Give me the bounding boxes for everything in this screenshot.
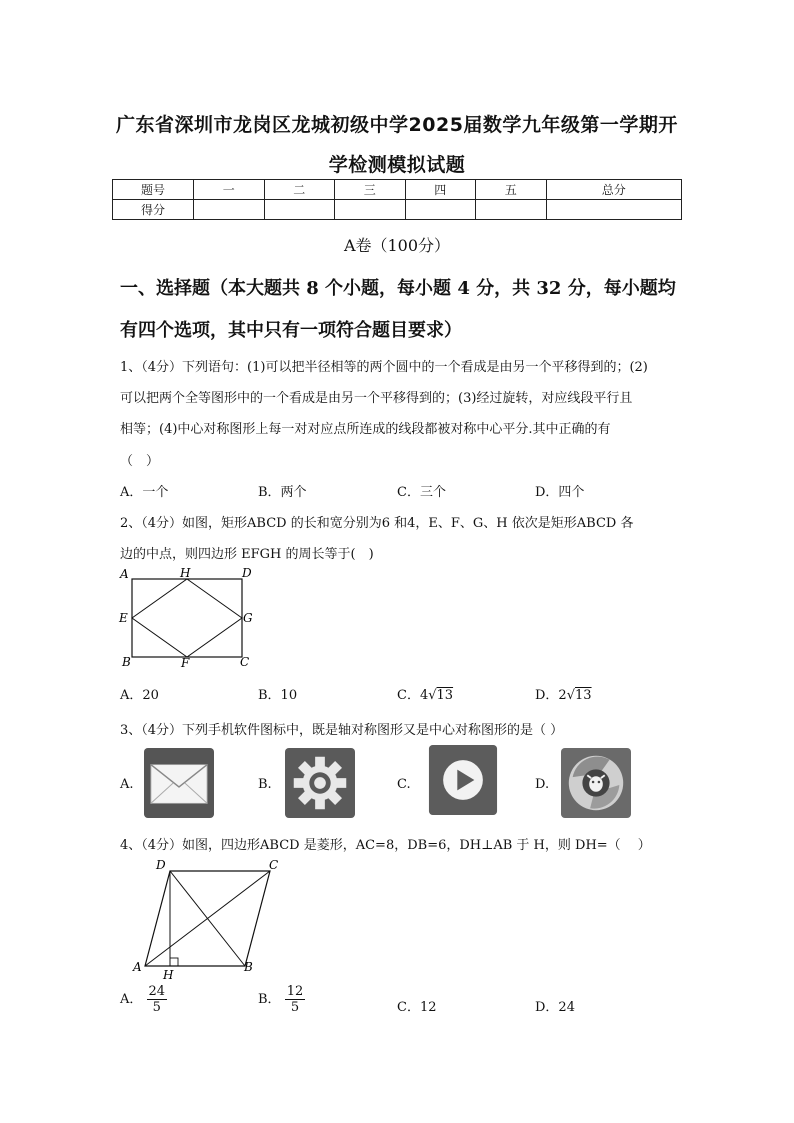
score-header-cell: 一 xyxy=(194,180,265,200)
score-cell[interactable] xyxy=(264,200,335,220)
q1-option-d[interactable]: D．四个 xyxy=(535,485,585,500)
label-h: H xyxy=(180,566,191,580)
q1-option-c[interactable]: C．三个 xyxy=(397,485,446,500)
fraction-numerator: 12 xyxy=(286,984,304,999)
q4-option-a[interactable] xyxy=(120,984,167,1015)
section-a-heading: A卷（100分） xyxy=(343,236,451,255)
label-b: B xyxy=(122,655,131,669)
score-header-cell: 总分 xyxy=(546,180,682,200)
score-cell[interactable] xyxy=(476,200,547,220)
label-e: E xyxy=(119,611,128,625)
play-icon[interactable] xyxy=(428,745,498,815)
q2-line1: 2、（4分）如图，矩形ABCD 的长和宽分别为6 和4，E、F、G、H 依次是矩形ABCD 各 xyxy=(120,516,634,531)
score-header-cell: 五 xyxy=(476,180,547,200)
label-c: C xyxy=(269,858,279,872)
q4-option-c[interactable]: C．12 xyxy=(397,1000,437,1015)
q4-option-b-label: B． xyxy=(258,992,281,1007)
label-b: B xyxy=(244,960,253,974)
q2-option-c[interactable] xyxy=(397,684,453,703)
part1-heading-line2: 有四个选项，其中只有一项符合题目要求） xyxy=(120,320,462,341)
q2-line2: 边的中点，则四边形 EFGH 的周长等于( ) xyxy=(120,547,374,562)
q1-line1: 1、（4分）下列语句：(1)可以把半径相等的两个圆中的一个看成是由另一个平移得到的；(2) xyxy=(120,360,648,375)
score-row-label: 得分 xyxy=(113,200,194,220)
quadrilateral-efgh xyxy=(132,579,242,657)
score-cell[interactable] xyxy=(335,200,406,220)
q3-line1: 3、（4分）下列手机软件图标中，既是轴对称图形又是中心对称图形的是（ ） xyxy=(120,723,564,738)
q3-option-a-label[interactable]: A. xyxy=(120,777,134,792)
label-c: C xyxy=(240,655,250,669)
label-a: A xyxy=(133,960,142,974)
label-a: A xyxy=(120,567,129,581)
part1-heading-line1: 一、选择题（本大题共 8 个小题，每小题 4 分，共 32 分，每小题均 xyxy=(120,278,676,299)
score-table xyxy=(112,179,682,220)
q2-option-d[interactable] xyxy=(535,684,592,703)
fraction-denominator: 5 xyxy=(152,1000,161,1015)
diagonal-db xyxy=(170,871,245,966)
q1-option-b[interactable]: B．两个 xyxy=(258,485,307,500)
q1-line4: （ ） xyxy=(120,454,160,469)
label-g: G xyxy=(243,611,253,625)
page-title-line2: 学检测模拟试题 xyxy=(328,154,466,176)
score-cell[interactable] xyxy=(194,200,265,220)
sqrt-symbol: √ xyxy=(566,688,575,703)
score-header-cell: 二 xyxy=(264,180,335,200)
q2-rectangle-figure xyxy=(115,563,265,673)
q1-line3: 相等；(4)中心对称图形上每一对对应点所连成的线段都被对称中心平分.其中正确的有 xyxy=(120,422,611,437)
q2-option-d-prefix: D．2 xyxy=(535,688,567,703)
cow-logo-icon[interactable] xyxy=(561,748,631,818)
q4-option-a-label: A． xyxy=(120,992,143,1007)
q4-line1: 4、（4分）如图，四边形ABCD 是菱形，AC=8，DB=6，DH⊥AB 于 H，则 DH=（ ） xyxy=(120,838,651,853)
sqrt-symbol: √ xyxy=(428,688,437,703)
score-header-cell: 四 xyxy=(405,180,476,200)
label-h: H xyxy=(163,968,174,982)
page-title-line1: 广东省深圳市龙岗区龙城初级中学2025届数学九年级第一学期开 xyxy=(116,114,678,136)
q2-option-c-radicand: 13 xyxy=(436,688,454,703)
label-f: F xyxy=(181,656,190,670)
q4-option-d[interactable]: D．24 xyxy=(535,1000,575,1015)
envelope-icon[interactable] xyxy=(144,748,214,818)
score-cell[interactable] xyxy=(405,200,476,220)
label-d: D xyxy=(242,566,252,580)
q2-option-a[interactable]: A．20 xyxy=(120,688,159,703)
gear-icon[interactable] xyxy=(285,748,355,818)
fraction-numerator: 24 xyxy=(148,984,166,999)
q3-option-b-label[interactable]: B. xyxy=(258,777,272,792)
q4-option-b-fraction xyxy=(285,984,306,1015)
score-cell[interactable] xyxy=(546,200,682,220)
q2-option-b[interactable]: B．10 xyxy=(258,688,298,703)
rectangle-abcd xyxy=(132,579,242,657)
q2-option-d-radicand: 13 xyxy=(575,688,592,703)
score-table-header-row xyxy=(113,180,682,200)
q3-option-d-label[interactable]: D. xyxy=(535,777,550,792)
label-d: D xyxy=(156,858,166,872)
score-header-cell: 题号 xyxy=(113,180,194,200)
q4-option-a-fraction xyxy=(147,984,168,1015)
q1-line2: 可以把两个全等图形中的一个看成是由另一个平移得到的；(3)经过旋转，对应线段平行且 xyxy=(120,391,633,406)
score-header-cell: 三 xyxy=(335,180,406,200)
q4-option-b[interactable] xyxy=(258,984,305,1015)
score-table-score-row xyxy=(113,200,682,220)
right-angle-mark xyxy=(170,958,178,966)
q1-option-a[interactable]: A．一个 xyxy=(120,485,169,500)
fraction-denominator: 5 xyxy=(290,1000,300,1015)
q3-option-c-label[interactable]: C. xyxy=(397,777,411,792)
q4-rhombus-figure xyxy=(125,853,290,983)
q2-option-c-prefix: C．4 xyxy=(397,688,429,703)
